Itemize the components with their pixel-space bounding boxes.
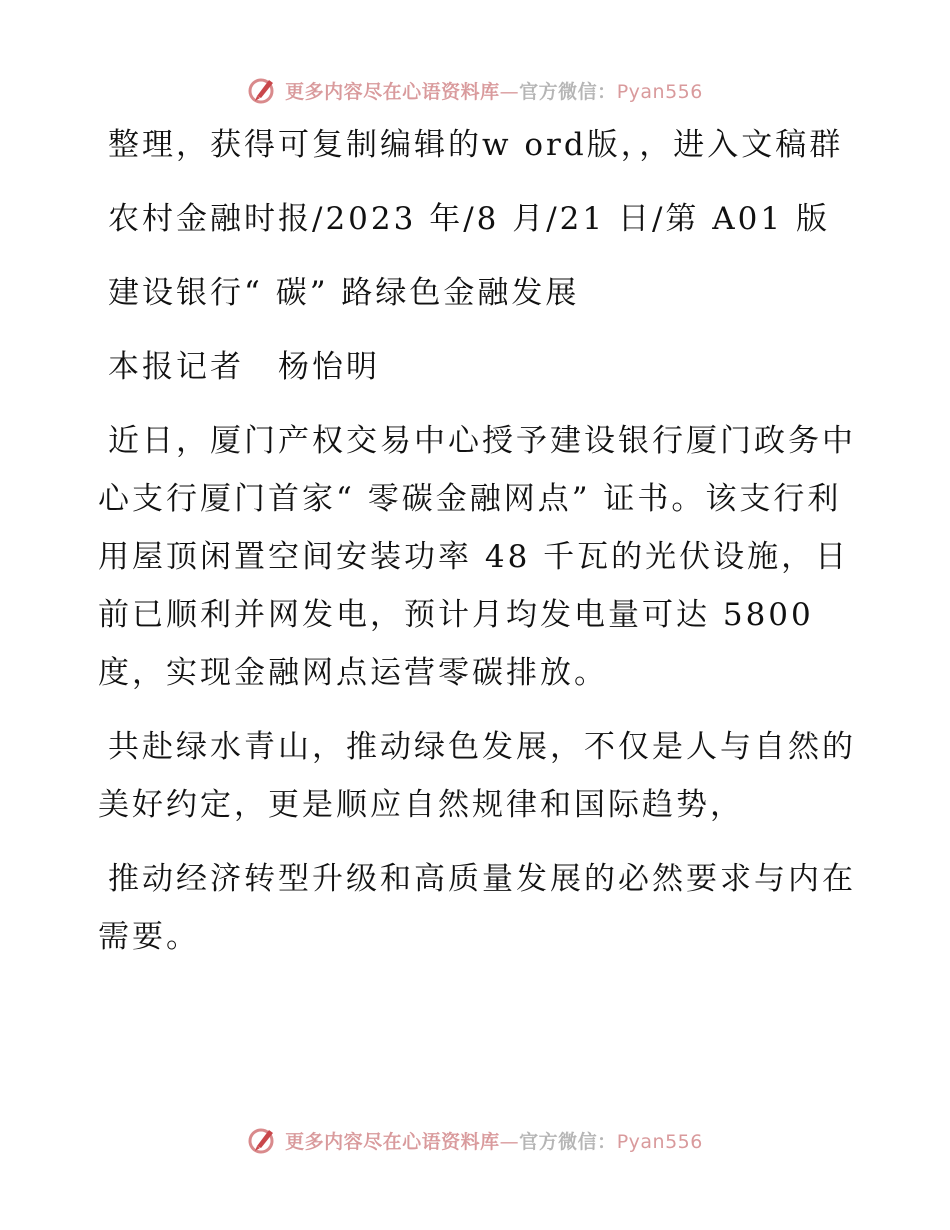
byline: 本报记者 杨怡明 bbox=[108, 349, 380, 385]
watermark-wechat-label: 官方微信： bbox=[519, 1130, 617, 1153]
document-body bbox=[98, 116, 858, 982]
watermark-dash: — bbox=[499, 1130, 520, 1153]
quill-circle-icon bbox=[247, 74, 279, 106]
watermark-account: Pyan556 bbox=[616, 80, 703, 103]
body-paragraph-2: 共赴绿水青山，推动绿色发展，不仅是人与自然的美好约定，更是顺应自然规律和国际趋势， bbox=[98, 729, 856, 823]
watermark-wechat-label: 官方微信： bbox=[519, 80, 617, 103]
footer-watermark bbox=[0, 1120, 950, 1160]
intro-note: 整理，获得可复制编辑的w ord版，，进入文稿群 bbox=[108, 127, 844, 163]
source-line: 农村金融时报/2023 年/8 月/21 日/第 A01 版 bbox=[108, 201, 830, 237]
body-paragraph-1: 近日，厦门产权交易中心授予建设银行厦门政务中心支行厦门首家“ 零碳金融网点” 证书。该支行利用屋顶闲置空间安装功率 48 千瓦的光伏设施，日前已顺利并网发电，预计月均发电量可达 5800 度，实现金融网点运营零碳排放。 bbox=[98, 423, 856, 691]
quill-circle-icon bbox=[247, 1124, 279, 1156]
article-title: 建设银行“ 碳” 路绿色金融发展 bbox=[108, 275, 580, 311]
watermark-brand: 更多内容尽在心语资料库 bbox=[285, 1130, 500, 1153]
watermark-dash: — bbox=[499, 80, 520, 103]
watermark-account: Pyan556 bbox=[616, 1130, 703, 1153]
body-paragraph-3: 推动经济转型升级和高质量发展的必然要求与内在需要。 bbox=[98, 861, 856, 955]
watermark-text bbox=[285, 1127, 703, 1154]
watermark-brand: 更多内容尽在心语资料库 bbox=[285, 80, 500, 103]
watermark-text bbox=[285, 77, 703, 104]
header-watermark bbox=[0, 70, 950, 110]
